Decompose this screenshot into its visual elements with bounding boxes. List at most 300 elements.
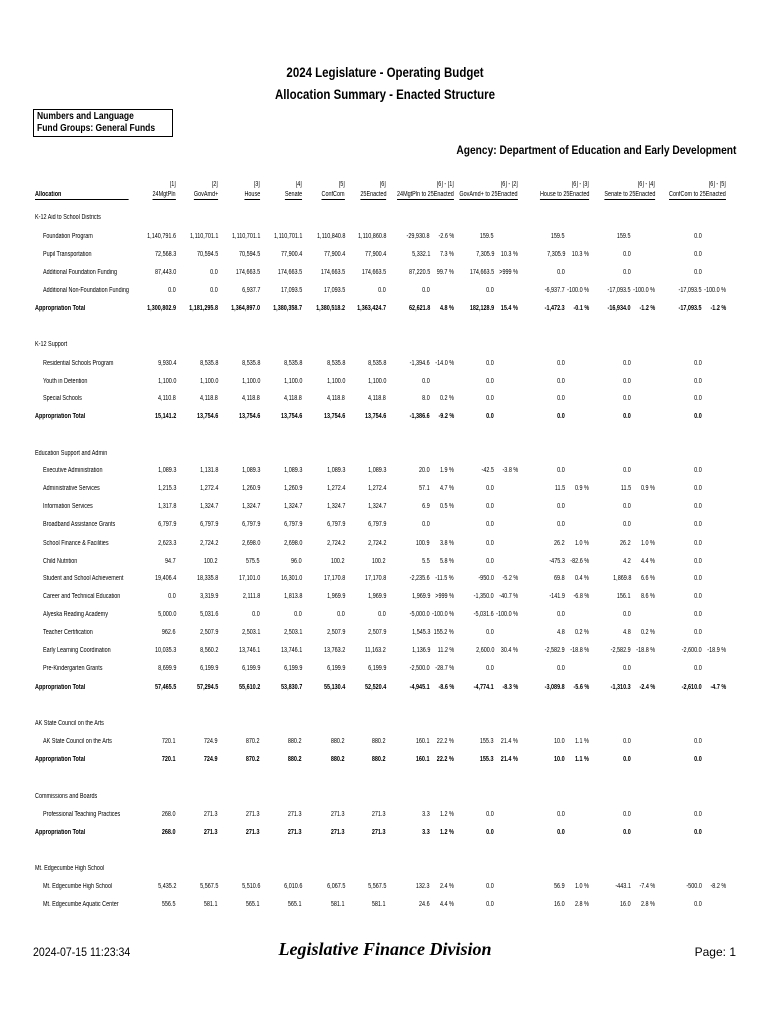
amount-cell: 17,170.8 (323, 575, 345, 582)
change-percent-cell: 10.3 % (571, 251, 589, 258)
change-amount-cell: 0.0 (557, 829, 565, 836)
amount-cell: 8,535.8 (283, 360, 302, 367)
change-amount-cell: 0.0 (623, 665, 631, 672)
column-name-header: GovAmd+ to 25Enacted (459, 191, 518, 198)
amount-cell: 55,610.2 (238, 684, 260, 691)
amount-cell: 1,100.0 (326, 378, 345, 385)
amount-cell: 0.0 (168, 593, 176, 600)
amount-cell: 271.3 (372, 829, 386, 836)
column-number-header: [1] (169, 181, 176, 188)
amount-cell: 1,272.4 (367, 485, 386, 492)
change-percent-cell: -0.1 % (573, 305, 589, 312)
change-amount-cell: 0.0 (694, 233, 702, 240)
change-amount-cell: 0.0 (694, 558, 702, 565)
change-percent-cell: -100.0 % (432, 611, 454, 618)
amount-cell: 271.3 (288, 829, 302, 836)
amount-cell: 15,141.2 (154, 413, 176, 420)
report-title: 2024 Legislature - Operating Budget (286, 64, 484, 80)
amount-cell: 0.0 (378, 287, 386, 294)
amount-cell: 1,100.0 (241, 378, 260, 385)
change-percent-cell: -11.5 % (435, 575, 454, 582)
amount-cell: 6,797.9 (283, 521, 302, 528)
column-number-header: [3] (253, 181, 260, 188)
amount-cell: 720.1 (162, 738, 176, 745)
amount-cell: 1,089.3 (283, 467, 302, 474)
change-amount-cell: 1,136.9 (411, 647, 430, 654)
amount-cell: 1,272.4 (199, 485, 218, 492)
amount-cell: 13,754.6 (238, 413, 260, 420)
amount-cell: 962.6 (162, 629, 176, 636)
change-amount-cell: -42.5 (481, 467, 494, 474)
change-amount-cell: 0.0 (694, 738, 702, 745)
change-percent-cell: -100.0 % (496, 611, 518, 618)
amount-cell: 8,535.8 (199, 360, 218, 367)
amount-cell: 880.2 (288, 756, 302, 763)
change-percent-cell: 15.4 % (500, 305, 518, 312)
amount-cell: 17,093.5 (280, 287, 302, 294)
change-percent-cell: -2.4 % (639, 684, 655, 691)
change-amount-cell: -2,582.9 (544, 647, 565, 654)
change-amount-cell: 10.0 (554, 756, 565, 763)
amount-cell: 55,130.4 (323, 684, 345, 691)
allocation-label: Career and Technical Education (43, 593, 121, 600)
change-percent-cell: 5.8 % (440, 558, 454, 565)
change-amount-cell: 0.0 (557, 611, 565, 618)
amount-cell: 6,199.9 (199, 665, 218, 672)
report-subtitle: Allocation Summary - Enacted Structure (274, 86, 496, 102)
change-amount-cell: -5,000.0 (409, 611, 430, 618)
allocation-label: Executive Administration (43, 467, 103, 474)
amount-cell: 8,560.2 (199, 647, 218, 654)
allocation-label: AK State Council on the Arts (43, 738, 112, 745)
change-amount-cell: 0.0 (694, 485, 702, 492)
change-percent-cell: 7.3 % (440, 251, 454, 258)
amount-cell: 724.9 (204, 738, 218, 745)
change-percent-cell: >999 % (499, 269, 518, 276)
change-percent-cell: -4.7 % (710, 684, 726, 691)
column-name-header: 24MgtPln to 25Enacted (397, 191, 454, 198)
amount-cell: 880.2 (288, 738, 302, 745)
amount-cell: 6,199.9 (326, 665, 345, 672)
amount-cell: 6,067.5 (326, 883, 345, 890)
change-amount-cell: -16,934.0 (607, 305, 631, 312)
change-amount-cell: 0.0 (694, 756, 702, 763)
change-percent-cell: 11.2 % (437, 647, 454, 654)
amount-cell: 1,969.9 (326, 593, 345, 600)
amount-cell: 1,181,295.8 (189, 305, 218, 312)
amount-cell: 8,535.8 (326, 360, 345, 367)
change-amount-cell: 0.0 (623, 413, 631, 420)
amount-cell: 0.0 (294, 611, 302, 618)
change-percent-cell: -5.2 % (502, 575, 518, 582)
amount-cell: 271.3 (331, 811, 345, 818)
column-name-header: GovAmd+ (193, 191, 218, 198)
change-amount-cell: 26.2 (620, 540, 631, 547)
amount-cell: 581.1 (204, 901, 218, 908)
change-amount-cell: 7,305.9 (475, 251, 494, 258)
column-number-header: [6] - [5] (708, 181, 726, 188)
change-amount-cell: 182,128.9 (469, 305, 494, 312)
change-amount-cell: 0.0 (486, 503, 494, 510)
change-percent-cell: 1.0 % (575, 540, 589, 547)
amount-cell: 57,465.5 (154, 684, 176, 691)
amount-cell: 880.2 (331, 756, 345, 763)
amount-cell: 1,140,791.6 (147, 233, 176, 240)
amount-cell: 2,507.9 (326, 629, 345, 636)
amount-cell: 6,199.9 (283, 665, 302, 672)
amount-cell: 16,301.0 (280, 575, 302, 582)
change-amount-cell: 57.1 (419, 485, 430, 492)
amount-cell: 6,199.9 (367, 665, 386, 672)
change-percent-cell: 22.2 % (436, 738, 454, 745)
change-amount-cell: -1,350.0 (473, 593, 494, 600)
amount-cell: 1,100.0 (367, 378, 386, 385)
amount-cell: 1,131.8 (199, 467, 218, 474)
change-amount-cell: 4.8 (623, 629, 631, 636)
change-amount-cell: 1,545.3 (411, 629, 430, 636)
change-percent-cell: 1.2 % (440, 829, 454, 836)
amount-cell: 575.5 (246, 558, 260, 565)
amount-cell: 6,010.6 (283, 883, 302, 890)
amount-cell: 2,111.8 (242, 593, 260, 600)
change-amount-cell: 0.0 (623, 395, 631, 402)
amount-cell: 2,507.9 (367, 629, 386, 636)
amount-cell: 174,663.5 (235, 269, 260, 276)
amount-cell: 0.0 (252, 611, 260, 618)
amount-cell: 4,118.8 (200, 395, 218, 402)
amount-cell: 0.0 (337, 611, 345, 618)
amount-cell: 2,698.0 (283, 540, 302, 547)
allocation-label: Special Schools (43, 395, 82, 402)
change-percent-cell: 2.8 % (641, 901, 655, 908)
allocation-label: School Finance & Facilities (43, 540, 109, 547)
change-amount-cell: 0.0 (486, 395, 494, 402)
amount-cell: 4,118.8 (327, 395, 345, 402)
change-percent-cell: 2.4 % (440, 883, 454, 890)
change-amount-cell: 0.0 (694, 413, 702, 420)
amount-cell: 8,535.8 (241, 360, 260, 367)
change-amount-cell: -2,235.6 (409, 575, 430, 582)
amount-cell: 1,324.7 (199, 503, 218, 510)
change-percent-cell: 0.9 % (575, 485, 589, 492)
amount-cell: 5,031.6 (199, 611, 218, 618)
change-percent-cell: -100.0 % (567, 287, 589, 294)
change-amount-cell: 0.0 (557, 503, 565, 510)
change-amount-cell: 0.0 (557, 521, 565, 528)
amount-cell: 1,089.3 (326, 467, 345, 474)
column-number-header: [2] (211, 181, 218, 188)
change-amount-cell: 0.0 (694, 467, 702, 474)
change-amount-cell: -1,386.6 (409, 413, 430, 420)
amount-cell: 4,118.8 (368, 395, 386, 402)
change-percent-cell: -6.8 % (573, 593, 589, 600)
change-percent-cell: 0.4 % (575, 575, 589, 582)
change-amount-cell: 0.0 (557, 665, 565, 672)
allocation-label: Foundation Program (43, 233, 93, 240)
amount-cell: 9,930.4 (157, 360, 176, 367)
change-amount-cell: 156.1 (617, 593, 631, 600)
change-amount-cell: 7,305.9 (546, 251, 565, 258)
amount-cell: 1,089.3 (157, 467, 176, 474)
amount-cell: 19,406.4 (154, 575, 176, 582)
change-amount-cell: 0.0 (623, 829, 631, 836)
change-amount-cell: 0.0 (623, 503, 631, 510)
change-amount-cell: 5,332.1 (411, 251, 430, 258)
amount-cell: 3,319.9 (199, 593, 218, 600)
column-name-header: Senate to 25Enacted (603, 191, 655, 198)
amount-cell: 565.1 (288, 901, 302, 908)
amount-cell: 77,900.4 (280, 251, 302, 258)
amount-cell: 1,363,424.7 (357, 305, 386, 312)
allocation-label: Information Services (43, 503, 93, 510)
amount-cell: 100.2 (372, 558, 386, 565)
change-amount-cell: 0.0 (557, 413, 565, 420)
change-amount-cell: 4.8 (557, 629, 565, 636)
amount-cell: 2,623.3 (157, 540, 176, 547)
amount-cell: 52,520.4 (364, 684, 386, 691)
amount-cell: 94.7 (165, 558, 176, 565)
column-number-header: [6] - [2] (500, 181, 518, 188)
amount-cell: 6,797.9 (199, 521, 218, 528)
change-amount-cell: 0.0 (486, 629, 494, 636)
change-amount-cell: 0.0 (694, 901, 702, 908)
change-percent-cell: 8.6 % (641, 593, 655, 600)
change-amount-cell: 8.0 (422, 395, 430, 402)
change-amount-cell: 69.8 (554, 575, 565, 582)
amount-cell: 6,937.7 (241, 287, 260, 294)
amount-cell: 1,100.0 (157, 378, 176, 385)
change-amount-cell: 0.0 (694, 829, 702, 836)
change-percent-cell: -18.8 % (636, 647, 655, 654)
change-amount-cell: 155.3 (480, 738, 494, 745)
amount-cell: 8,699.9 (157, 665, 176, 672)
column-number-header: [6] - [1] (436, 181, 454, 188)
amount-cell: 1,317.8 (157, 503, 176, 510)
amount-cell: 17,093.5 (323, 287, 345, 294)
change-amount-cell: 0.0 (623, 467, 631, 474)
amount-cell: 13,754.6 (323, 413, 345, 420)
footer-division: Legislative Finance Division (278, 939, 492, 959)
allocation-column-header: Allocation (35, 190, 129, 200)
allocation-label: Alyeska Reading Academy (43, 611, 108, 618)
change-amount-cell: 11.5 (620, 485, 631, 492)
amount-cell: 1,324.7 (241, 503, 260, 510)
change-amount-cell: -17,093.5 (678, 305, 702, 312)
change-percent-cell: -2.6 % (438, 233, 454, 240)
change-percent-cell: 0.2 % (440, 395, 454, 402)
amount-cell: 1,089.3 (241, 467, 260, 474)
change-amount-cell: 6.9 (422, 503, 430, 510)
column-name-header: House (244, 191, 260, 198)
column-name-header: 24MgtPln (152, 191, 176, 198)
allocation-label: Teacher Certification (43, 629, 93, 636)
column-number-header: [5] (338, 181, 345, 188)
change-percent-cell: 1.2 % (440, 811, 454, 818)
amount-cell: 10,035.3 (154, 647, 176, 654)
change-percent-cell: -18.8 % (570, 647, 589, 654)
amount-cell: 0.0 (210, 269, 218, 276)
amount-cell: 96.0 (291, 558, 302, 565)
change-percent-cell: 6.6 % (641, 575, 655, 582)
section-heading: Education Support and Admin (35, 450, 108, 457)
change-percent-cell: >999 % (435, 593, 454, 600)
amount-cell: 70,594.5 (196, 251, 218, 258)
change-amount-cell: 0.0 (486, 558, 494, 565)
amount-cell: 2,503.1 (241, 629, 260, 636)
amount-cell: 271.3 (246, 829, 260, 836)
amount-cell: 13,763.2 (323, 647, 345, 654)
change-amount-cell: 0.0 (422, 287, 430, 294)
amount-cell: 174,663.5 (277, 269, 302, 276)
change-percent-cell: 1.0 % (641, 540, 655, 547)
amount-cell: 1,215.3 (157, 485, 176, 492)
amount-cell: 13,746.1 (280, 647, 302, 654)
change-amount-cell: 0.0 (486, 665, 494, 672)
change-amount-cell: 0.0 (486, 883, 494, 890)
change-amount-cell: 0.0 (422, 521, 430, 528)
change-amount-cell: 62,621.8 (408, 305, 430, 312)
change-amount-cell: 0.0 (623, 360, 631, 367)
change-percent-cell: 99.7 % (436, 269, 454, 276)
change-percent-cell: 3.8 % (440, 540, 454, 547)
change-amount-cell: 0.0 (694, 521, 702, 528)
footer-date: 2024-07-15 11:23:34 (33, 945, 131, 959)
change-percent-cell: 2.8 % (575, 901, 589, 908)
column-name-header: ConfCom to 25Enacted (669, 191, 726, 198)
amount-cell: 2,724.2 (326, 540, 345, 547)
amount-cell: 0.0 (378, 611, 386, 618)
change-amount-cell: 0.0 (623, 378, 631, 385)
change-amount-cell: 0.0 (486, 413, 494, 420)
change-amount-cell: 5.5 (422, 558, 430, 565)
change-amount-cell: 0.0 (486, 360, 494, 367)
change-amount-cell: 1,869.8 (612, 575, 631, 582)
change-percent-cell: -100.0 % (633, 287, 655, 294)
change-amount-cell: 0.0 (694, 251, 702, 258)
amount-cell: 1,260.9 (241, 485, 260, 492)
change-amount-cell: -2,582.9 (610, 647, 631, 654)
change-amount-cell: 0.0 (694, 378, 702, 385)
appropriation-total-label: Appropriation Total (35, 756, 86, 763)
change-percent-cell: -9.2 % (438, 413, 454, 420)
amount-cell: 870.2 (246, 738, 260, 745)
change-amount-cell: 160.1 (416, 756, 430, 763)
amount-cell: 11,163.2 (365, 647, 386, 654)
change-amount-cell: 0.0 (694, 665, 702, 672)
change-amount-cell: 11.5 (554, 485, 565, 492)
column-name-header: 25Enacted (359, 191, 386, 198)
change-amount-cell: 0.0 (422, 378, 430, 385)
amount-cell: 2,507.9 (199, 629, 218, 636)
amount-cell: 4,118.8 (242, 395, 260, 402)
change-amount-cell: 2,600.0 (475, 647, 494, 654)
change-percent-cell: -3.8 % (502, 467, 518, 474)
change-amount-cell: 0.0 (694, 811, 702, 818)
change-amount-cell: -950.0 (478, 575, 494, 582)
amount-cell: 720.1 (162, 756, 176, 763)
amount-cell: 870.2 (246, 756, 260, 763)
change-amount-cell: 160.1 (416, 738, 430, 745)
amount-cell: 57,294.5 (196, 684, 218, 691)
change-percent-cell: -8.2 % (710, 883, 726, 890)
amount-cell: 0.0 (210, 287, 218, 294)
change-amount-cell: -17,093.5 (678, 287, 702, 294)
amount-cell: 1,100.0 (199, 378, 218, 385)
amount-cell: 268.0 (162, 811, 176, 818)
change-amount-cell: 0.0 (623, 738, 631, 745)
amount-cell: 174,663.5 (320, 269, 345, 276)
change-percent-cell: 10.3 % (500, 251, 518, 258)
amount-cell: 1,110,860.8 (357, 233, 386, 240)
change-percent-cell: 4.7 % (440, 485, 454, 492)
change-percent-cell: -1.2 % (639, 305, 655, 312)
change-amount-cell: 3.3 (422, 829, 430, 836)
amount-cell: 1,100.0 (283, 378, 302, 385)
change-percent-cell: -5.6 % (573, 684, 589, 691)
change-percent-cell: 4.4 % (641, 558, 655, 565)
allocation-label: Additional Non-Foundation Funding (43, 287, 129, 294)
change-amount-cell: 0.0 (557, 360, 565, 367)
allocation-label: Mt. Edgecumbe High School (43, 883, 113, 890)
amount-cell: 1,969.9 (367, 593, 386, 600)
amount-cell: 87,443.0 (154, 269, 176, 276)
allocation-label: Mt. Edgecumbe Aquatic Center (43, 901, 119, 908)
change-percent-cell: 1.1 % (575, 756, 589, 763)
amount-cell: 5,510.6 (241, 883, 260, 890)
amount-cell: 13,746.1 (238, 647, 260, 654)
amount-cell: 174,663.5 (361, 269, 386, 276)
change-percent-cell: -8.3 % (502, 684, 518, 691)
allocation-label: Early Learning Coordination (43, 647, 111, 654)
footer-page-number: Page: 1 (694, 945, 736, 959)
column-name-header: House to 25Enacted (539, 191, 589, 198)
amount-cell: 17,101.0 (238, 575, 260, 582)
amount-cell: 271.3 (372, 811, 386, 818)
change-amount-cell: -17,093.5 (607, 287, 631, 294)
change-amount-cell: -141.9 (549, 593, 565, 600)
change-amount-cell: -2,600.0 (681, 647, 702, 654)
change-percent-cell: -14.0 % (435, 360, 454, 367)
change-percent-cell: -100.0 % (704, 287, 726, 294)
amount-cell: 1,110,840.8 (316, 233, 345, 240)
change-amount-cell: 100.9 (416, 540, 430, 547)
change-amount-cell: 10.0 (554, 738, 565, 745)
amount-cell: 1,364,897.0 (231, 305, 260, 312)
amount-cell: 18,335.8 (196, 575, 218, 582)
column-number-header: [6] - [3] (571, 181, 589, 188)
column-number-header: [4] (295, 181, 302, 188)
allocation-label: Pupil Transportation (43, 251, 92, 258)
amount-cell: 1,380,518.2 (316, 305, 345, 312)
change-amount-cell: 0.0 (623, 521, 631, 528)
change-amount-cell: 0.0 (486, 287, 494, 294)
amount-cell: 880.2 (331, 738, 345, 745)
amount-cell: 0.0 (168, 287, 176, 294)
amount-cell: 77,900.4 (323, 251, 345, 258)
amount-cell: 880.2 (372, 738, 386, 745)
change-percent-cell: -18.9 % (707, 647, 726, 654)
amount-cell: 271.3 (246, 811, 260, 818)
change-amount-cell: 0.0 (557, 269, 565, 276)
allocation-label: Pre-Kindergarten Grants (43, 665, 103, 672)
change-percent-cell: -82.6 % (570, 558, 589, 565)
amount-cell: 1,300,802.9 (147, 305, 176, 312)
change-amount-cell: -29,930.8 (406, 233, 430, 240)
amount-cell: 2,724.2 (199, 540, 218, 547)
change-percent-cell: 4.8 % (440, 305, 454, 312)
amount-cell: 1,089.3 (367, 467, 386, 474)
amount-cell: 1,380,358.7 (273, 305, 302, 312)
